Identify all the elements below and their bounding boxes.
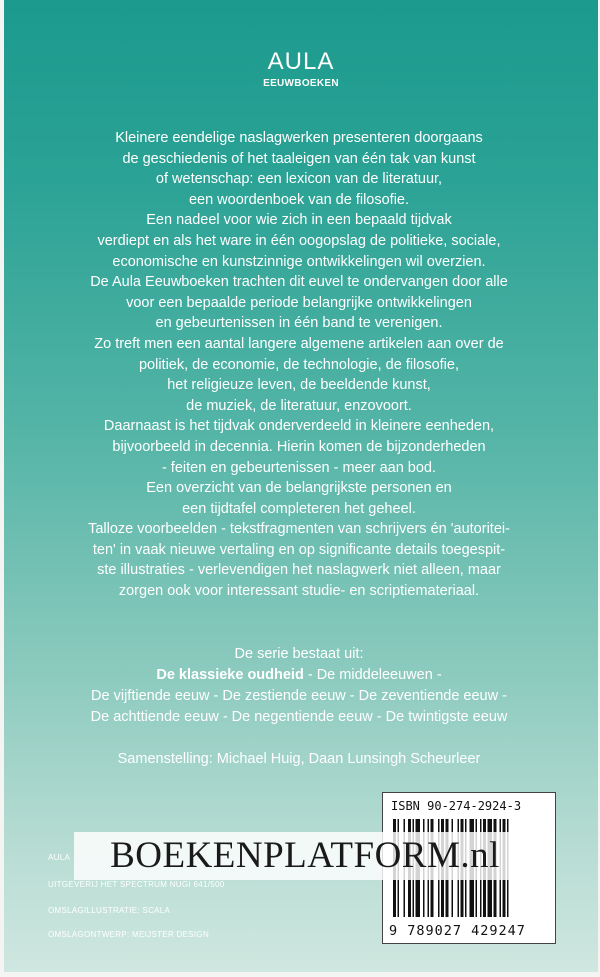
blurb-line: politiek, de economie, de technologie, de filosofie,	[138, 356, 459, 373]
series-line-1	[4, 665, 594, 686]
blurb-line: Zo treft men een aantal langere algemene artikelen aan over de	[94, 335, 504, 352]
blurb-line: Kleinere eendelige naslagwerken presenteren doorgaans	[115, 130, 483, 146]
blurb-line: bijvoorbeeld in decennia. Hierin komen de bijzonderheden	[112, 438, 486, 455]
blurb-line: en gebeurtenissen in één band te verenigen.	[155, 315, 443, 332]
watermark-text: BOEKENPLATFORM.nl	[110, 835, 500, 876]
series-line-3: De achttiende eeuw - De negentiende eeuw - De twintigste eeuw	[90, 709, 508, 725]
blurb-line: het religieuze leven, de beeldende kunst,	[167, 377, 431, 394]
blurb-line: de geschiedenis of het taaleigen van één tak van kunst	[122, 150, 476, 167]
blurb-line: Talloze voorbeelden - tekstfragmenten van schrijvers én 'autoritei-	[88, 521, 510, 538]
blurb-line: Een overzicht van de belangrijkste personen en	[146, 480, 452, 497]
aula-logo-subtitle: EEUWBOEKEN	[263, 78, 339, 89]
imprint-publisher: UITGEVERIJ HET SPECTRUM NUGI 641/500	[48, 880, 225, 889]
ean-digits: 9 789027 429247	[389, 923, 526, 939]
blurb-line: economische en kunstzinnige ontwikkelingen wil overzien.	[112, 253, 486, 270]
series-list	[4, 644, 594, 728]
blurb-line: of wetenschap: een lexicon van de literatuur,	[155, 171, 443, 188]
isbn-number: ISBN 90-274-2924-3	[391, 799, 522, 813]
series-current-title: De klassieke oudheid	[156, 667, 304, 683]
credits: Samenstelling: Michael Huig, Daan Lunsingh Scheurleer	[117, 751, 481, 767]
blurb-line: voor een bepaalde periode belangrijke ontwikkelingen	[126, 294, 472, 311]
blurb-line: zorgen ook voor interessant studie- en scriptiemateriaal.	[118, 583, 480, 600]
imprint-aula: AULA	[48, 853, 71, 862]
imprint-cover-illustration: OMSLAGILLUSTRATIE: SCALA	[48, 906, 171, 915]
book-back-cover	[4, 0, 598, 972]
blurb-line: Daarnaast is het tijdvak onderverdeeld in kleinere eenheden,	[103, 418, 495, 435]
series-line-1-rest: - De middeleeuwen -	[303, 667, 442, 683]
blurb-line: ten' in vaak nieuwe vertaling en op significante details toegespit-	[92, 541, 506, 558]
blurb-line: de muziek, de literatuur, enzovoort.	[186, 397, 412, 414]
blurb-line: De Aula Eeuwboeken trachten dit euvel te ondervangen door alle	[90, 274, 508, 291]
blurb-line: ste illustraties - verlevendigen het naslagwerk niet alleen, maar	[97, 562, 501, 579]
imprint-cover-design: OMSLAGONTWERP: MEIJSTER DESIGN	[48, 930, 210, 939]
aula-logo: AULA	[267, 48, 335, 75]
blurb-text	[4, 128, 594, 602]
blurb-line: een tijdtafel completeren het geheel.	[182, 500, 416, 517]
blurb-line: verdiept en als het ware in één oogopslag de politieke, sociale,	[97, 232, 501, 249]
blurb-line: een woordenboek van de filosofie.	[188, 191, 410, 208]
series-line-2: De vijftiende eeuw - De zestiende eeuw - De zeventiende eeuw -	[91, 688, 507, 704]
blurb-line: - feiten en gebeurtenissen - meer aan bod.	[161, 459, 437, 476]
blurb-line: Een nadeel voor wie zich in een bepaald tijdvak	[146, 212, 452, 229]
series-intro: De serie bestaat uit:	[234, 646, 364, 662]
